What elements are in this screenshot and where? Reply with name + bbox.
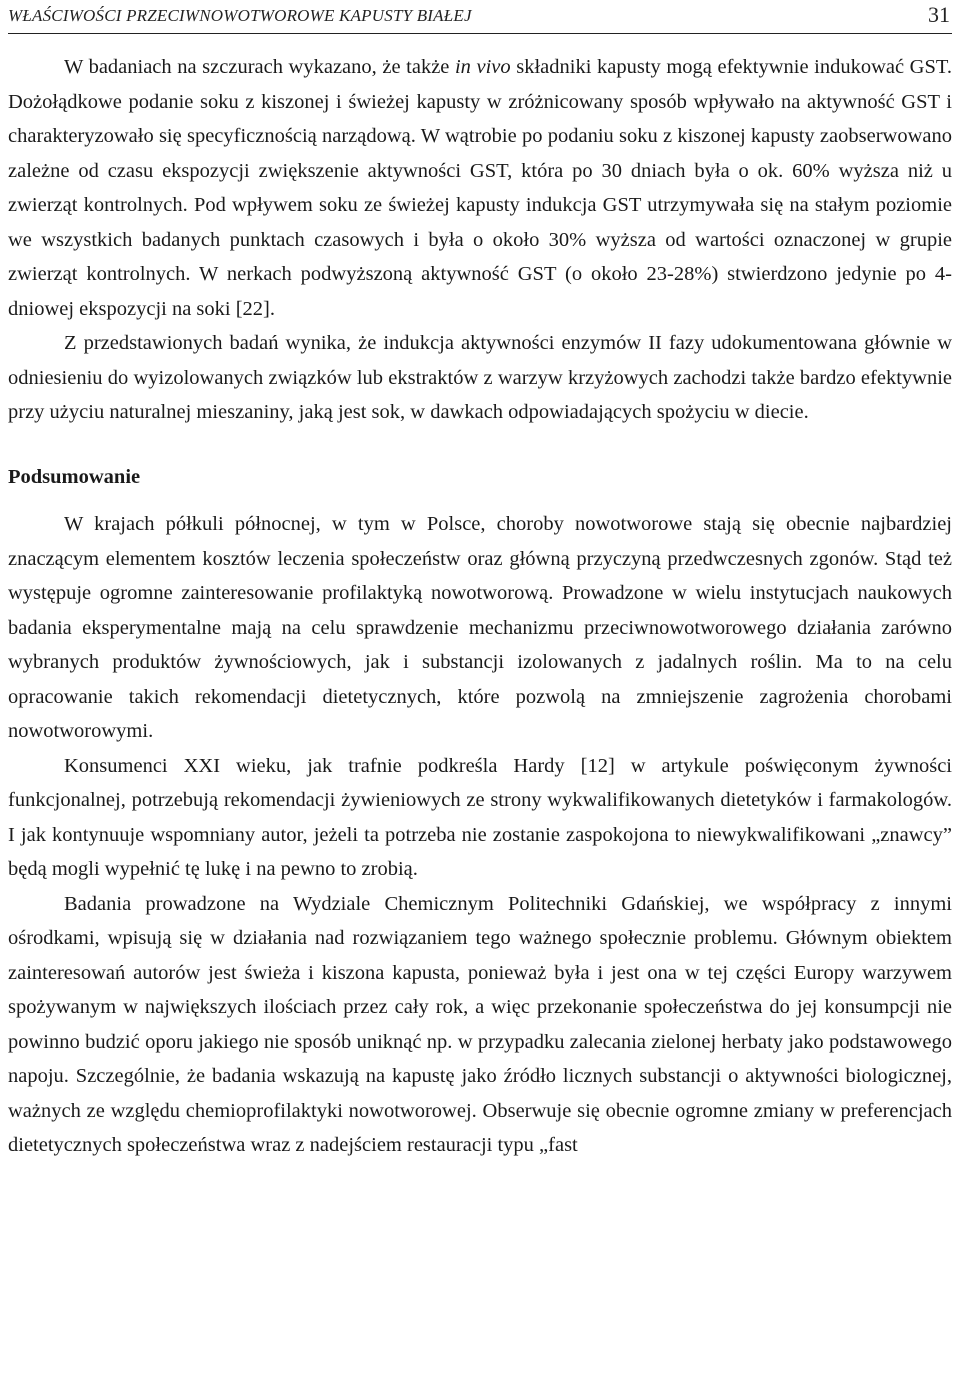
- paragraph-1: [8, 50, 952, 326]
- document-page: [8, 0, 952, 1163]
- paragraph-1-rest: składniki kapusty mogą efektywnie indukować GST. Dożołądkowe podanie soku z kiszonej i świeżej kapusty w zróżnicowany sposób wpływało na aktywność GST i charakteryzowało się specyficznością narządową. W wątrobie po podaniu soku z kiszonej kapusty zaobserwowano zależne od czasu ekspozycji zwiększenie aktywności GST, która po 30 dniach była o ok. 60% wyższa niż u zwierząt kontrolnych. Pod wpływem soku ze świeżej kapusty indukcja GST utrzymywała się na stałym poziomie we wszystkich badanych punktach czasowych i była o około 30% wyższa od wartości oznaczonej w grupie zwierząt kontrolnych. W nerkach podwyższoną aktywność GST (o około 23-28%) stwierdzono jedynie po 4-dniowej ekspozycji na soki [22].: [8, 56, 953, 320]
- running-header: [8, 0, 952, 34]
- paragraph-5: Badania prowadzone na Wydziale Chemicznym Politechniki Gdańskiej, we współpracy z innymi ośrodkami, wpisują się w działania nad rozwiązaniem tego ważnego społecznie problemu. Głównym obiektem zainteresowań autorów jest świeża i kiszona kapusta, ponieważ była i jest ona w tej części Europy warzywem spożywanym w największych ilościach przez cały rok, a więc przekonanie społeczeństwa do jej konsumpcji nie powinno budzić oporu jakiego nie sposób uniknąć np. w przypadku zalecania zielonej herbaty jako podstawowego napoju. Szczególnie, że badania wskazują na kapustę jako źródło licznych substancji o aktywności biologicznej, ważnych ze względu chemioprofilaktyki nowotworowej. Obserwuje się obecnie ogromne zmiany w preferencjach dietetycznych społeczeństwa wraz z nadejściem restauracji typu „fast: [8, 892, 952, 1156]
- page-number: 31: [928, 2, 950, 27]
- section-heading: Podsumowanie: [8, 465, 141, 488]
- paragraph-1-start: W badaniach na szczurach wykazano, że także: [64, 56, 455, 78]
- body-text: [8, 50, 952, 1163]
- running-title: WŁAŚCIWOŚCI PRZECIWNOWOTWOROWE KAPUSTY BIAŁEJ: [8, 6, 472, 25]
- paragraph-2: Z przedstawionych badań wynika, że indukcja aktywności enzymów II fazy udokumentowana głównie w odniesieniu do wyizolowanych związków lub ekstraktów z warzyw krzyżowych zachodzi także bardzo efektywnie przy użyciu naturalnej mieszaniny, jaką jest sok, w dawkach odpowiadających spożyciu w diecie.: [8, 332, 952, 423]
- paragraph-4: Konsumenci XXI wieku, jak trafnie podkreśla Hardy [12] w artykule poświęconym żywności funkcjonalnej, potrzebują rekomendacji żywieniowych ze strony wykwalifikowanych dietetyków i farmakologów. I jak kontynuuje wspomniany autor, jeżeli ta potrzeba nie zostanie zaspokojona to niewykwalifikowani „znawcy” będą mogli wypełnić tę lukę i na pewno to zrobią.: [8, 754, 952, 880]
- italic-term: in vivo: [454, 56, 511, 78]
- paragraph-3: W krajach półkuli północnej, w tym w Polsce, choroby nowotworowe stają się obecnie najbardziej znaczącym elementem kosztów leczenia społeczeństw oraz główną przyczyną przedwczesnych zgonów. Stąd też występuje ogromne zainteresowanie profilaktyką nowotworową. Prowadzone w wielu instytucjach naukowych badania eksperymentalne mają na celu sprawdzenie mechanizmu przeciwnowotworowego działania zarówno wybranych produktów żywnościowych, jak i substancji izolowanych z jadalnych roślin. Ma to na celu opracowanie takich rekomendacji dietetycznych, które pozwolą na zmniejszenie zagrożenia chorobami nowotworowymi.: [8, 513, 952, 742]
